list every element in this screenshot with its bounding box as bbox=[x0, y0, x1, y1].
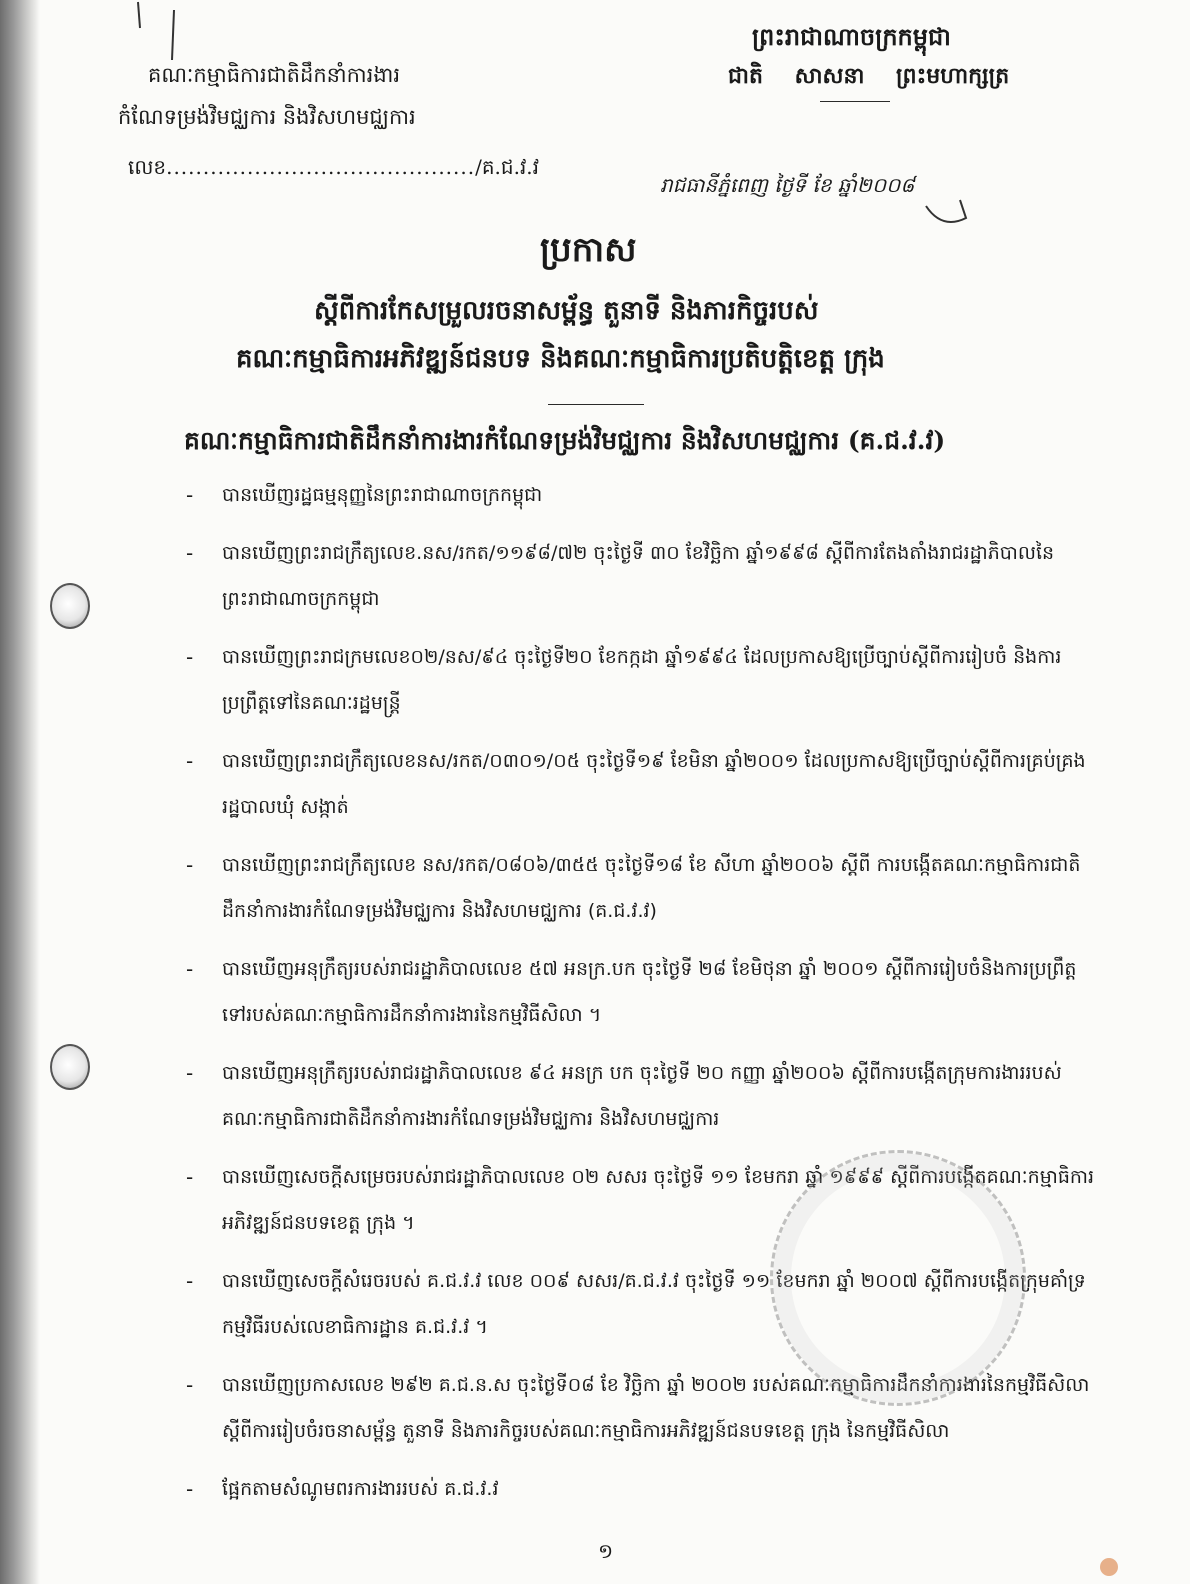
punch-hole-top bbox=[50, 583, 90, 629]
kingdom-name: ព្រះរាជាណាចក្រកម្ពុជា bbox=[752, 22, 951, 51]
bullet-dash: - bbox=[186, 483, 194, 507]
bullet-dash: - bbox=[186, 1061, 194, 1085]
list-item-text: បានឃើញរដ្ឋធម្មនុញ្ញនៃព្រះរាជាណាចក្រកម្ពុជា bbox=[222, 484, 543, 506]
bullet-dash: - bbox=[186, 749, 194, 773]
document-subtitle-line1: ស្តីពីការកែសម្រួលរចនាសម្ព័ន្ធ តួនាទី និងភារកិច្ចរបស់ bbox=[314, 296, 819, 326]
date-line: រាជធានីភ្នំពេញ ថ្ងៃទី ខែ ឆ្នាំ២០០៨ bbox=[660, 173, 915, 197]
list-item bbox=[186, 946, 1096, 1038]
list-item-text: ផ្អែកតាមសំណូមពរការងាររបស់ គ.ជ.វ.វ bbox=[222, 1478, 499, 1500]
list-item bbox=[186, 1466, 1096, 1512]
bullet-dash: - bbox=[186, 645, 194, 669]
list-item-text: បានឃើញព្រះរាជក្រឹត្យលេខនស/រកត/០៣០១/០៥ ចុះថ្ងៃទី១៩ ខែមិនា ឆ្នាំ២០០១ ដែលប្រកាសឱ្យប្រើច្បាប់ស្តីពីការគ្រប់គ្រងរដ្ឋបាលឃុំ សង្កាត់ bbox=[222, 750, 1086, 818]
ministry-name-line2: កំណែទម្រង់វិមជ្ឈការ និងវិសហមជ្ឈការ bbox=[118, 105, 416, 129]
reference-prefix: លេខ bbox=[128, 155, 167, 179]
list-item bbox=[186, 842, 1096, 934]
punch-hole-bottom bbox=[50, 1044, 90, 1090]
signature-tick bbox=[920, 196, 980, 236]
reference-number: លេខ........................................../គ.ជ.វ.វ bbox=[128, 155, 540, 179]
pen-mark bbox=[120, 0, 200, 70]
list-item-text: បានឃើញប្រកាសលេខ ២៩២ គ.ជ.ន.ស ចុះថ្ងៃទី០៨ ខែ វិច្ឆិកា ឆ្នាំ ២០០២ របស់គណៈកម្មាធិការដឹកនាំការងារនៃកម្មវិធីសិលា ស្តីពីការរៀបចំរចនាសម្ព័ន្ធ តួនាទី និងភារកិច្ចរបស់គណៈកម្មាធិការអភិវឌ្ឍន៍ជនបទខេត្ត ក្រុង នៃកម្មវិធីសិលា bbox=[222, 1374, 1090, 1442]
list-item-text: បានឃើញអនុក្រឹត្យរបស់រាជរដ្ឋាភិបាលលេខ ៥៧ អនក្រ.បក ចុះថ្ងៃទី ២៨ ខែមិថុនា ឆ្នាំ ២០០១ ស្តីពីការរៀបចំនិងការប្រព្រឹត្តទៅរបស់គណៈកម្មាធិការដឹកនាំការងារនៃកម្មវិធីសិលា ។ bbox=[222, 958, 1077, 1026]
document-subtitle-line2: គណៈកម្មាធិការអភិវឌ្ឍន៍ជនបទ និងគណៈកម្មាធិការប្រតិបត្តិខេត្ត ក្រុង bbox=[236, 344, 885, 374]
page-number: ១ bbox=[598, 1539, 614, 1563]
list-item-text: បានឃើញសេចក្តីសំរេចរបស់ គ.ជ.វ.វ លេខ ០០៩ សសរ/គ.ជ.វ.វ ចុះថ្ងៃទី ១១ ខែមករា ឆ្នាំ ២០០៧ ស្តីពីការបង្កើតក្រុមគាំទ្រកម្មវិធីរបស់លេខាធិការដ្ឋាន គ.ជ.វ.វ ។ bbox=[222, 1270, 1086, 1338]
bullet-dash: - bbox=[186, 853, 194, 877]
bullet-dash: - bbox=[186, 1373, 194, 1397]
official-seal-stamp bbox=[770, 1150, 1026, 1406]
ministry-name-line1: គណៈកម្មាធិការជាតិដឹកនាំការងារ bbox=[148, 63, 400, 87]
list-item bbox=[186, 530, 1096, 622]
list-item-text: បានឃើញព្រះរាជក្រឹត្យលេខ នស/រកត/០៨០៦/៣៥៥ ចុះថ្ងៃទី១៨ ខែ សីហា ឆ្នាំ២០០៦ ស្តីពី ការបង្កើតគណៈកម្មាធិការជាតិដឹកនាំការងារកំណែទម្រង់វិមជ្ឈការ និងវិសហមជ្ឈការ (គ.ជ.វ.វ) bbox=[222, 854, 1081, 922]
title-divider bbox=[548, 404, 644, 405]
issuing-authority: គណៈកម្មាធិការជាតិដឹកនាំការងារកំណែទម្រង់វិមជ្ឈការ និងវិសហមជ្ឈការ (គ.ជ.វ.វ) bbox=[184, 426, 946, 455]
bullet-dash: - bbox=[186, 957, 194, 981]
list-item bbox=[186, 738, 1096, 830]
list-item-text: បានឃើញព្រះរាជក្រមលេខ០២/នស/៩៤ ចុះថ្ងៃទី២០ ខែកក្កដា ឆ្នាំ១៩៩៤ ដែលប្រកាសឱ្យប្រើច្បាប់ស្តីពីការរៀបចំ និងការប្រព្រឹត្តទៅនៃគណៈរដ្ឋមន្ត្រី bbox=[222, 646, 1062, 714]
list-item bbox=[186, 472, 1096, 518]
corner-mark bbox=[1100, 1558, 1118, 1576]
bullet-dash: - bbox=[186, 1269, 194, 1293]
scan-shadow-edge bbox=[0, 0, 40, 1584]
bullet-dash: - bbox=[186, 541, 194, 565]
list-item bbox=[186, 634, 1096, 726]
document-title: ប្រកាស bbox=[540, 230, 637, 270]
reference-suffix: /គ.ជ.វ.វ bbox=[475, 155, 540, 179]
bullet-dash: - bbox=[186, 1477, 194, 1501]
list-item-text: បានឃើញសេចក្តីសម្រេចរបស់រាជរដ្ឋាភិបាលលេខ ០២ សសរ ចុះថ្ងៃទី ១១ ខែមករា ឆ្នាំ ១៩៩៩ ស្តីពីការបង្កើតគណៈកម្មាធិការអភិវឌ្ឍន៍ជនបទខេត្ត ក្រុង ។ bbox=[222, 1166, 1095, 1234]
list-item-text: បានឃើញព្រះរាជក្រឹត្យលេខ.នស/រកត/១១៩៨/៧២ ចុះថ្ងៃទី ៣០ ខែវិច្ឆិកា ឆ្នាំ១៩៩៨ ស្តីពីការតែងតាំងរាជរដ្ឋាភិបាលនៃព្រះរាជាណាចក្រកម្ពុជា bbox=[222, 542, 1055, 610]
motto-divider bbox=[820, 101, 890, 102]
list-item-text: បានឃើញអនុក្រឹត្យរបស់រាជរដ្ឋាភិបាលលេខ ៩៤ អនក្រ បក ចុះថ្ងៃទី ២០ កញ្ញា ឆ្នាំ២០០៦ ស្តីពីការបង្កើតក្រុមការងាររបស់គណៈកម្មាធិការជាតិដឹកនាំការងារកំណែទម្រង់វិមជ្ឈការ និងវិសហមជ្ឈការ bbox=[222, 1062, 1062, 1130]
bullet-dash: - bbox=[186, 1165, 194, 1189]
list-item bbox=[186, 1050, 1096, 1142]
national-motto: ជាតិ សាសនា ព្រះមហាក្សត្រ bbox=[728, 63, 1010, 89]
